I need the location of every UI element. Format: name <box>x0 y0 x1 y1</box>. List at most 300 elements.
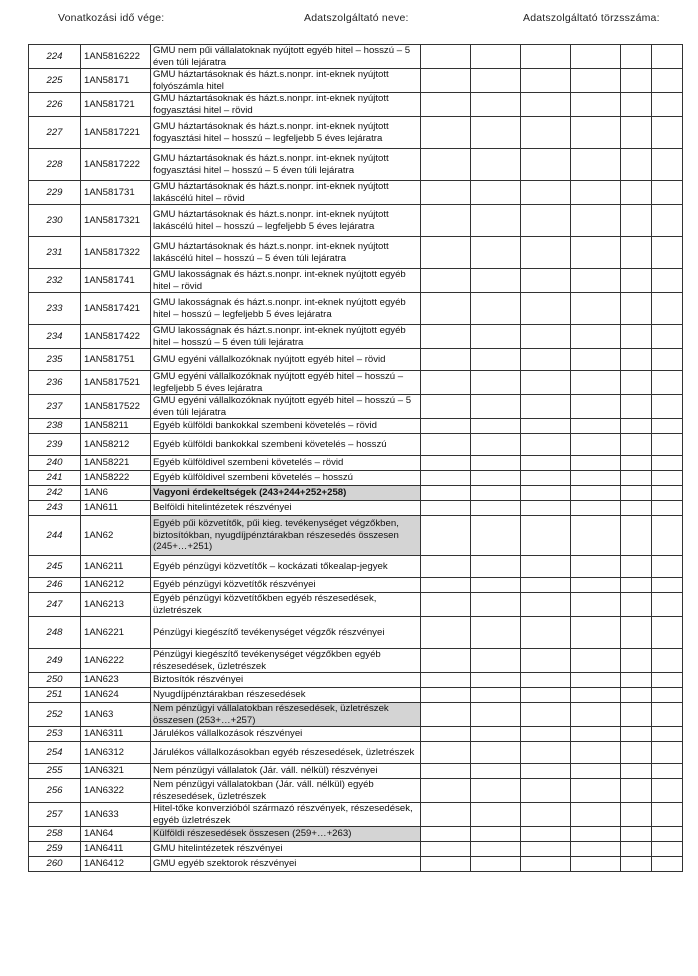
value-cell[interactable] <box>621 803 652 827</box>
value-cell[interactable] <box>421 593 471 617</box>
value-cell[interactable] <box>521 395 571 419</box>
value-cell[interactable] <box>471 471 521 486</box>
value-cell[interactable] <box>652 649 683 673</box>
value-cell[interactable] <box>621 371 652 395</box>
value-cell[interactable] <box>571 779 621 803</box>
value-cell[interactable] <box>471 205 521 237</box>
value-cell[interactable] <box>621 205 652 237</box>
value-cell[interactable] <box>421 117 471 149</box>
table-row <box>29 269 683 293</box>
value-cell[interactable] <box>652 93 683 117</box>
value-cell[interactable] <box>652 117 683 149</box>
value-cell[interactable] <box>471 117 521 149</box>
value-cell[interactable] <box>652 434 683 456</box>
value-cell[interactable] <box>471 501 521 516</box>
row-description: Hitel-tőke konverzióból származó részvények, részesedések, egyéb üzletrészek <box>151 803 421 827</box>
value-cell[interactable] <box>421 516 471 556</box>
value-cell[interactable] <box>621 325 652 349</box>
value-cell[interactable] <box>421 371 471 395</box>
value-cell[interactable] <box>652 325 683 349</box>
value-cell[interactable] <box>471 803 521 827</box>
value-cell[interactable] <box>421 471 471 486</box>
value-cell[interactable] <box>571 673 621 688</box>
value-cell[interactable] <box>621 419 652 434</box>
value-cell[interactable] <box>652 742 683 764</box>
value-cell[interactable] <box>521 727 571 742</box>
table-row <box>29 764 683 779</box>
row-description: Pénzügyi kiegészítő tevékenységet végzők részvényei <box>151 617 421 649</box>
value-cell[interactable] <box>652 269 683 293</box>
value-cell[interactable] <box>471 649 521 673</box>
row-code: 1AN5817322 <box>81 237 151 269</box>
value-cell[interactable] <box>571 827 621 842</box>
value-cell[interactable] <box>421 742 471 764</box>
value-cell[interactable] <box>421 673 471 688</box>
value-cell[interactable] <box>421 703 471 727</box>
value-cell[interactable] <box>421 456 471 471</box>
value-cell[interactable] <box>521 149 571 181</box>
value-cell[interactable] <box>621 827 652 842</box>
value-cell[interactable] <box>652 501 683 516</box>
value-cell[interactable] <box>471 842 521 857</box>
value-cell[interactable] <box>652 779 683 803</box>
row-description: GMU lakosságnak és házt.s.nonpr. int-eknek nyújtott egyéb hitel – rövid <box>151 269 421 293</box>
value-cell[interactable] <box>521 205 571 237</box>
value-cell[interactable] <box>571 69 621 93</box>
row-description: Egyéb külföldivel szembeni követelés – hosszú <box>151 471 421 486</box>
value-cell[interactable] <box>621 742 652 764</box>
value-cell[interactable] <box>571 516 621 556</box>
table-row <box>29 578 683 593</box>
value-cell[interactable] <box>521 486 571 501</box>
value-cell[interactable] <box>652 703 683 727</box>
value-cell[interactable] <box>571 325 621 349</box>
value-cell[interactable] <box>521 803 571 827</box>
row-number: 243 <box>29 501 81 516</box>
value-cell[interactable] <box>571 181 621 205</box>
row-code: 1AN6321 <box>81 764 151 779</box>
row-number: 260 <box>29 857 81 872</box>
value-cell[interactable] <box>471 349 521 371</box>
value-cell[interactable] <box>421 293 471 325</box>
value-cell[interactable] <box>571 688 621 703</box>
value-cell[interactable] <box>521 371 571 395</box>
value-cell[interactable] <box>421 486 471 501</box>
value-cell[interactable] <box>621 456 652 471</box>
value-cell[interactable] <box>621 764 652 779</box>
value-cell[interactable] <box>471 578 521 593</box>
value-cell[interactable] <box>571 205 621 237</box>
value-cell[interactable] <box>421 325 471 349</box>
value-cell[interactable] <box>621 556 652 578</box>
value-cell[interactable] <box>521 181 571 205</box>
value-cell[interactable] <box>621 857 652 872</box>
value-cell[interactable] <box>471 149 521 181</box>
table-row <box>29 69 683 93</box>
value-cell[interactable] <box>571 45 621 69</box>
value-cell[interactable] <box>571 93 621 117</box>
value-cell[interactable] <box>621 395 652 419</box>
value-cell[interactable] <box>621 703 652 727</box>
value-cell[interactable] <box>652 486 683 501</box>
row-code: 1AN58222 <box>81 471 151 486</box>
value-cell[interactable] <box>571 842 621 857</box>
value-cell[interactable] <box>421 349 471 371</box>
value-cell[interactable] <box>652 764 683 779</box>
provider-name-label: Adatszolgáltató neve: <box>304 12 409 24</box>
value-cell[interactable] <box>621 779 652 803</box>
value-cell[interactable] <box>652 149 683 181</box>
value-cell[interactable] <box>621 727 652 742</box>
value-cell[interactable] <box>571 703 621 727</box>
value-cell[interactable] <box>421 764 471 779</box>
value-cell[interactable] <box>421 149 471 181</box>
value-cell[interactable] <box>421 617 471 649</box>
value-cell[interactable] <box>471 593 521 617</box>
value-cell[interactable] <box>521 456 571 471</box>
row-number: 256 <box>29 779 81 803</box>
value-cell[interactable] <box>521 501 571 516</box>
row-code: 1AN6 <box>81 486 151 501</box>
row-code: 1AN581751 <box>81 349 151 371</box>
value-cell[interactable] <box>621 578 652 593</box>
value-cell[interactable] <box>521 349 571 371</box>
value-cell[interactable] <box>521 516 571 556</box>
value-cell[interactable] <box>521 827 571 842</box>
value-cell[interactable] <box>652 688 683 703</box>
value-cell[interactable] <box>621 617 652 649</box>
table-row <box>29 779 683 803</box>
value-cell[interactable] <box>421 727 471 742</box>
value-cell[interactable] <box>471 93 521 117</box>
value-cell[interactable] <box>471 703 521 727</box>
row-code: 1AN6412 <box>81 857 151 872</box>
row-description: Egyéb külföldi bankokkal szembeni követelés – rövid <box>151 419 421 434</box>
value-cell[interactable] <box>521 742 571 764</box>
row-code: 1AN5817321 <box>81 205 151 237</box>
value-cell[interactable] <box>652 827 683 842</box>
value-cell[interactable] <box>471 742 521 764</box>
value-cell[interactable] <box>421 45 471 69</box>
value-cell[interactable] <box>571 578 621 593</box>
row-description: Pénzügyi kiegészítő tevékenységet végzőkben egyéb részesedések, üzletrészek <box>151 649 421 673</box>
value-cell[interactable] <box>621 69 652 93</box>
row-description: Járulékos vállalkozásokban egyéb részesedések, üzletrészek <box>151 742 421 764</box>
value-cell[interactable] <box>421 434 471 456</box>
value-cell[interactable] <box>421 181 471 205</box>
value-cell[interactable] <box>521 764 571 779</box>
row-number: 258 <box>29 827 81 842</box>
value-cell[interactable] <box>471 45 521 69</box>
value-cell[interactable] <box>571 237 621 269</box>
row-code: 1AN6312 <box>81 742 151 764</box>
table-row <box>29 501 683 516</box>
value-cell[interactable] <box>652 617 683 649</box>
value-cell[interactable] <box>421 237 471 269</box>
value-cell[interactable] <box>621 649 652 673</box>
value-cell[interactable] <box>521 703 571 727</box>
value-cell[interactable] <box>521 617 571 649</box>
row-description: GMU egyéni vállalkozóknak nyújtott egyéb hitel – hosszú – 5 éven túli lejáratra <box>151 395 421 419</box>
value-cell[interactable] <box>521 69 571 93</box>
value-cell[interactable] <box>521 93 571 117</box>
value-cell[interactable] <box>571 434 621 456</box>
row-description: Nem pénzügyi vállalatokban részesedések, üzletrészek összesen (253+…+257) <box>151 703 421 727</box>
value-cell[interactable] <box>521 117 571 149</box>
value-cell[interactable] <box>652 395 683 419</box>
value-cell[interactable] <box>621 181 652 205</box>
value-cell[interactable] <box>521 649 571 673</box>
value-cell[interactable] <box>471 764 521 779</box>
value-cell[interactable] <box>571 269 621 293</box>
value-cell[interactable] <box>521 419 571 434</box>
row-code: 1AN58211 <box>81 419 151 434</box>
value-cell[interactable] <box>421 205 471 237</box>
value-cell[interactable] <box>652 349 683 371</box>
value-cell[interactable] <box>521 471 571 486</box>
value-cell[interactable] <box>421 93 471 117</box>
value-cell[interactable] <box>652 419 683 434</box>
value-cell[interactable] <box>621 434 652 456</box>
value-cell[interactable] <box>621 486 652 501</box>
value-cell[interactable] <box>421 688 471 703</box>
value-cell[interactable] <box>471 857 521 872</box>
value-cell[interactable] <box>571 471 621 486</box>
value-cell[interactable] <box>471 456 521 471</box>
value-cell[interactable] <box>471 181 521 205</box>
value-cell[interactable] <box>571 617 621 649</box>
value-cell[interactable] <box>421 842 471 857</box>
value-cell[interactable] <box>652 181 683 205</box>
row-code: 1AN5817421 <box>81 293 151 325</box>
value-cell[interactable] <box>521 269 571 293</box>
value-cell[interactable] <box>652 673 683 688</box>
row-number: 226 <box>29 93 81 117</box>
row-description: GMU lakosságnak és házt.s.nonpr. int-eknek nyújtott egyéb hitel – hosszú – legfeljebb 5 éves lejáratra <box>151 293 421 325</box>
value-cell[interactable] <box>521 434 571 456</box>
value-cell[interactable] <box>652 69 683 93</box>
row-code: 1AN5817422 <box>81 325 151 349</box>
value-cell[interactable] <box>471 673 521 688</box>
table-row <box>29 371 683 395</box>
value-cell[interactable] <box>471 269 521 293</box>
value-cell[interactable] <box>652 803 683 827</box>
row-description: Nyugdíjpénztárakban részesedések <box>151 688 421 703</box>
value-cell[interactable] <box>571 293 621 325</box>
value-cell[interactable] <box>652 45 683 69</box>
row-number: 251 <box>29 688 81 703</box>
value-cell[interactable] <box>471 293 521 325</box>
row-code: 1AN5817221 <box>81 117 151 149</box>
value-cell[interactable] <box>521 293 571 325</box>
value-cell[interactable] <box>521 673 571 688</box>
row-description: GMU egyéni vállalkozóknak nyújtott egyéb hitel – hosszú – legfeljebb 5 éves lejáratra <box>151 371 421 395</box>
value-cell[interactable] <box>521 45 571 69</box>
value-cell[interactable] <box>471 419 521 434</box>
table-row <box>29 434 683 456</box>
value-cell[interactable] <box>471 325 521 349</box>
value-cell[interactable] <box>471 827 521 842</box>
value-cell[interactable] <box>521 556 571 578</box>
value-cell[interactable] <box>571 419 621 434</box>
value-cell[interactable] <box>471 516 521 556</box>
value-cell[interactable] <box>471 371 521 395</box>
value-cell[interactable] <box>571 556 621 578</box>
value-cell[interactable] <box>652 456 683 471</box>
row-number: 253 <box>29 727 81 742</box>
value-cell[interactable] <box>421 827 471 842</box>
value-cell[interactable] <box>621 501 652 516</box>
row-code: 1AN62 <box>81 516 151 556</box>
row-description: Nem pénzügyi vállalatok (Jár. váll. nélkül) részvényei <box>151 764 421 779</box>
value-cell[interactable] <box>571 395 621 419</box>
value-cell[interactable] <box>471 617 521 649</box>
value-cell[interactable] <box>652 727 683 742</box>
row-description: Egyéb külföldivel szembeni követelés – rövid <box>151 456 421 471</box>
value-cell[interactable] <box>652 857 683 872</box>
value-cell[interactable] <box>521 325 571 349</box>
table-row <box>29 456 683 471</box>
table-row <box>29 205 683 237</box>
row-number: 233 <box>29 293 81 325</box>
value-cell[interactable] <box>421 69 471 93</box>
row-number: 230 <box>29 205 81 237</box>
value-cell[interactable] <box>621 593 652 617</box>
value-cell[interactable] <box>471 688 521 703</box>
value-cell[interactable] <box>652 205 683 237</box>
value-cell[interactable] <box>571 727 621 742</box>
value-cell[interactable] <box>571 486 621 501</box>
row-code: 1AN58212 <box>81 434 151 456</box>
row-code: 1AN6212 <box>81 578 151 593</box>
value-cell[interactable] <box>652 371 683 395</box>
value-cell[interactable] <box>521 688 571 703</box>
table-row <box>29 419 683 434</box>
row-code: 1AN5817521 <box>81 371 151 395</box>
value-cell[interactable] <box>471 434 521 456</box>
value-cell[interactable] <box>652 237 683 269</box>
value-cell[interactable] <box>652 516 683 556</box>
value-cell[interactable] <box>571 371 621 395</box>
row-description: Biztosítók részvényei <box>151 673 421 688</box>
value-cell[interactable] <box>521 237 571 269</box>
row-number: 247 <box>29 593 81 617</box>
value-cell[interactable] <box>571 349 621 371</box>
value-cell[interactable] <box>652 593 683 617</box>
value-cell[interactable] <box>621 293 652 325</box>
table-row <box>29 673 683 688</box>
value-cell[interactable] <box>621 349 652 371</box>
value-cell[interactable] <box>571 764 621 779</box>
value-cell[interactable] <box>621 237 652 269</box>
row-description: GMU háztartásoknak és házt.s.nonpr. int-eknek nyújtott fogyasztási hitel – rövid <box>151 93 421 117</box>
row-code: 1AN58221 <box>81 456 151 471</box>
value-cell[interactable] <box>652 556 683 578</box>
value-cell[interactable] <box>621 93 652 117</box>
table-row <box>29 117 683 149</box>
value-cell[interactable] <box>571 593 621 617</box>
table-row <box>29 727 683 742</box>
value-cell[interactable] <box>421 556 471 578</box>
value-cell[interactable] <box>521 779 571 803</box>
row-number: 235 <box>29 349 81 371</box>
value-cell[interactable] <box>471 779 521 803</box>
table-row <box>29 688 683 703</box>
row-number: 231 <box>29 237 81 269</box>
value-cell[interactable] <box>621 45 652 69</box>
value-cell[interactable] <box>421 857 471 872</box>
value-cell[interactable] <box>521 593 571 617</box>
value-cell[interactable] <box>571 857 621 872</box>
value-cell[interactable] <box>652 842 683 857</box>
table-row <box>29 516 683 556</box>
value-cell[interactable] <box>521 578 571 593</box>
row-description: Egyéb pénzügyi közvetítőkben egyéb részesedések, üzletrészek <box>151 593 421 617</box>
value-cell[interactable] <box>471 486 521 501</box>
value-cell[interactable] <box>621 516 652 556</box>
row-code: 1AN64 <box>81 827 151 842</box>
value-cell[interactable] <box>421 649 471 673</box>
row-code: 1AN5817222 <box>81 149 151 181</box>
table-row <box>29 349 683 371</box>
value-cell[interactable] <box>621 673 652 688</box>
value-cell[interactable] <box>571 456 621 471</box>
value-cell[interactable] <box>652 293 683 325</box>
value-cell[interactable] <box>652 578 683 593</box>
value-cell[interactable] <box>571 803 621 827</box>
row-description: Belföldi hitelintézetek részvényei <box>151 501 421 516</box>
value-cell[interactable] <box>621 149 652 181</box>
row-code: 1AN623 <box>81 673 151 688</box>
value-cell[interactable] <box>571 649 621 673</box>
value-cell[interactable] <box>521 857 571 872</box>
row-number: 259 <box>29 842 81 857</box>
value-cell[interactable] <box>571 117 621 149</box>
value-cell[interactable] <box>571 149 621 181</box>
row-number: 245 <box>29 556 81 578</box>
value-cell[interactable] <box>421 419 471 434</box>
row-number: 246 <box>29 578 81 593</box>
row-code: 1AN581741 <box>81 269 151 293</box>
value-cell[interactable] <box>421 803 471 827</box>
value-cell[interactable] <box>471 395 521 419</box>
value-cell[interactable] <box>471 556 521 578</box>
value-cell[interactable] <box>521 842 571 857</box>
row-number: 225 <box>29 69 81 93</box>
value-cell[interactable] <box>421 395 471 419</box>
value-cell[interactable] <box>621 471 652 486</box>
value-cell[interactable] <box>421 269 471 293</box>
value-cell[interactable] <box>421 578 471 593</box>
value-cell[interactable] <box>652 471 683 486</box>
value-cell[interactable] <box>621 688 652 703</box>
value-cell[interactable] <box>471 69 521 93</box>
row-number: 234 <box>29 325 81 349</box>
value-cell[interactable] <box>471 237 521 269</box>
value-cell[interactable] <box>621 269 652 293</box>
value-cell[interactable] <box>621 842 652 857</box>
value-cell[interactable] <box>471 727 521 742</box>
row-code: 1AN6322 <box>81 779 151 803</box>
row-number: 228 <box>29 149 81 181</box>
row-code: 1AN581721 <box>81 93 151 117</box>
value-cell[interactable] <box>421 779 471 803</box>
value-cell[interactable] <box>421 501 471 516</box>
value-cell[interactable] <box>571 501 621 516</box>
row-description: GMU háztartásoknak és házt.s.nonpr. int-eknek nyújtott fogyasztási hitel – hosszú – 5 éven túli lejáratra <box>151 149 421 181</box>
value-cell[interactable] <box>621 117 652 149</box>
value-cell[interactable] <box>571 742 621 764</box>
